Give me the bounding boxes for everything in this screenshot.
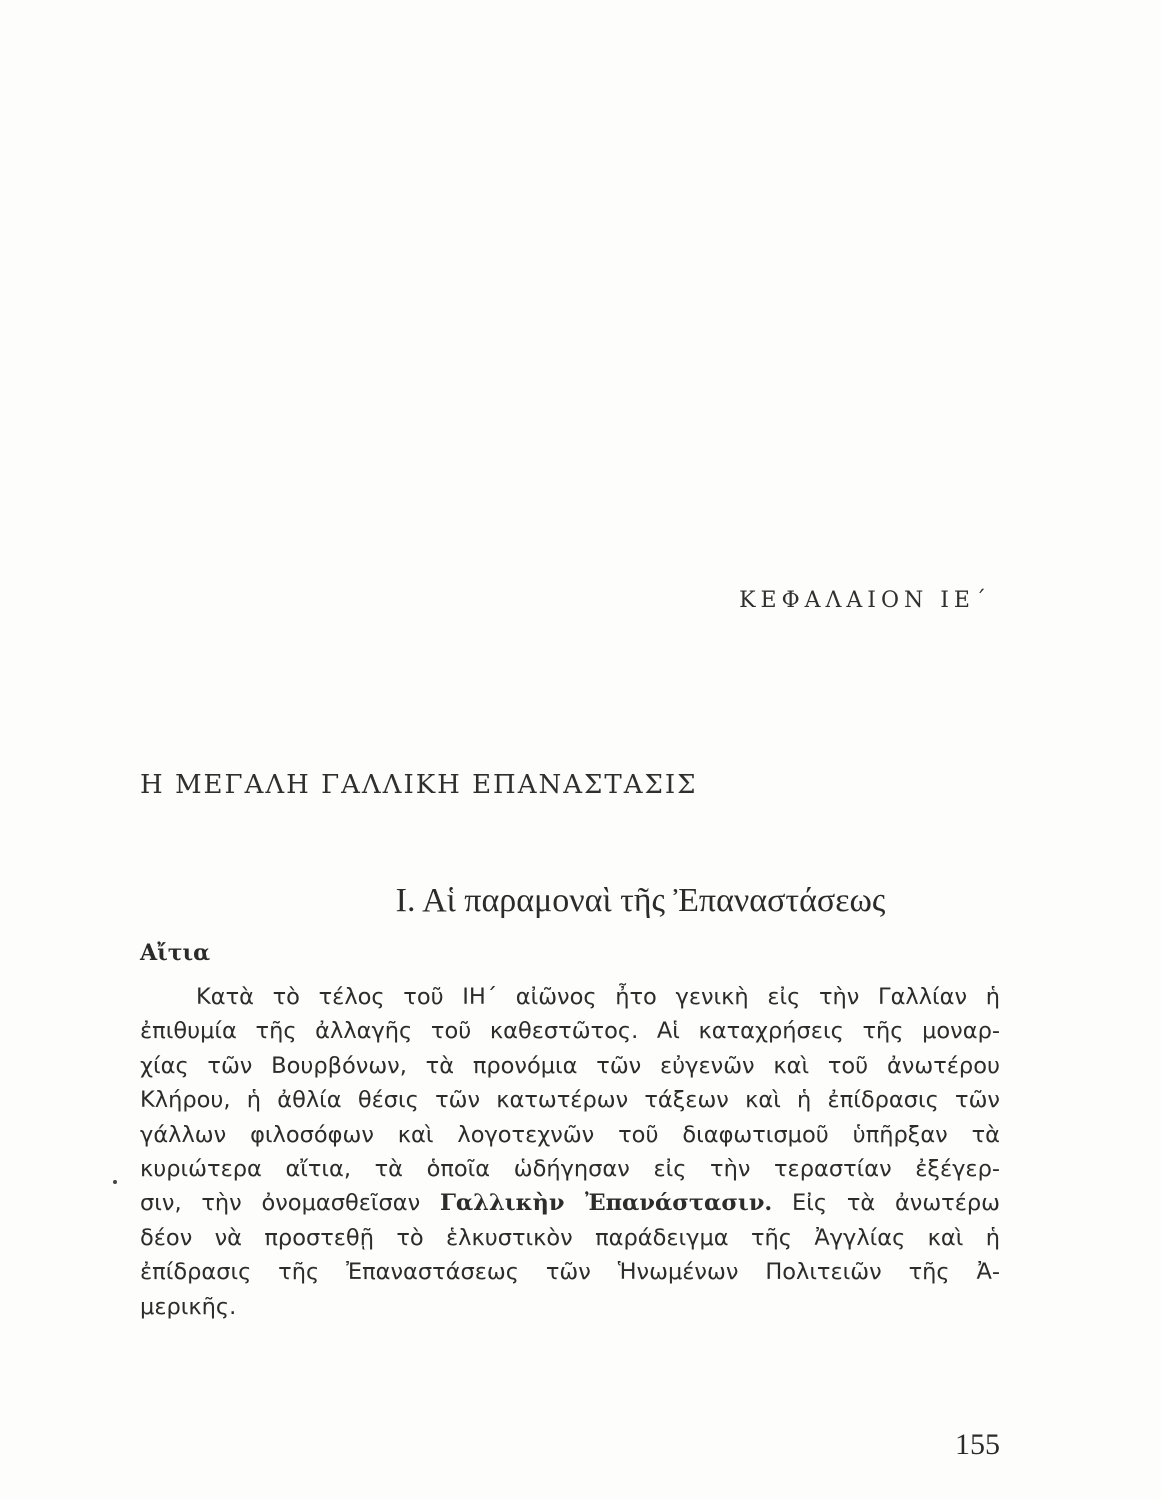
paragraph-line-with-emphasis bbox=[140, 1186, 1000, 1220]
paragraph-line: Κατὰ τὸ τέλος τοῦ ΙΗ΄ αἰῶνος ἦτο γενικὴ εἰς τὴν Γαλλίαν ἡ bbox=[196, 984, 1000, 1010]
chapter-label: ΚΕΦΑΛΑΙΟΝ ΙΕ΄ bbox=[739, 588, 991, 613]
page-number: 155 bbox=[955, 1428, 1000, 1461]
paragraph-line: ἐπίδρασις τῆς Ἐπαναστάσεως τῶν Ἡνωμένων Πολιτειῶν τῆς Ἀ- bbox=[140, 1259, 1000, 1286]
paragraph-line: κυριώτερα αἴτια, τὰ ὁποῖα ὡδήγησαν εἰς τὴν τεραστίαν ἐξέγερ- bbox=[140, 1156, 1000, 1183]
paragraph-line: χίας τῶν Βουρβόνων, τὰ προνόμια τῶν εὐγενῶν καὶ τοῦ ἀνωτέρου bbox=[140, 1052, 1000, 1079]
paragraph-text: σιν, τὴν ὀνομασθεῖσαν bbox=[140, 1190, 421, 1217]
paragraph-line: Κλήρου, ἡ ἀθλία θέσις τῶν κατωτέρων τάξεων καὶ ἡ ἐπίδρασις τῶν bbox=[140, 1087, 1000, 1114]
paragraph-text: Εἰς τὰ ἀνωτέρω bbox=[792, 1190, 1001, 1217]
paragraph-line: δέον νὰ προστεθῇ τὸ ἑλκυστικὸν παράδειγμα τῆς Ἀγγλίας καὶ ἡ bbox=[140, 1224, 1000, 1251]
paragraph-line: μερικῆς. bbox=[140, 1293, 237, 1320]
emphasis-term: Γαλλικὴν Ἐπανάστασιν. bbox=[439, 1190, 773, 1217]
chapter-title: Η ΜΕΓΑΛΗ ΓΑΛΛΙΚΗ ΕΠΑΝΑΣΤΑΣΙΣ bbox=[140, 770, 698, 800]
section-title: Ι. Αἱ παραμοναὶ τῆς Ἐπαναστάσεως bbox=[395, 882, 886, 919]
section-subheading: Αἴτια bbox=[140, 940, 211, 966]
body-paragraph bbox=[140, 980, 1000, 1324]
margin-mark bbox=[113, 1180, 117, 1184]
paragraph-line: ἐπιθυμία τῆς ἀλλαγῆς τοῦ καθεστῶτος. Αἱ καταχρήσεις τῆς μοναρ- bbox=[140, 1018, 1000, 1045]
paragraph-line: γάλλων φιλοσόφων καὶ λογοτεχνῶν τοῦ διαφωτισμοῦ ὑπῆρξαν τὰ bbox=[140, 1121, 1000, 1148]
